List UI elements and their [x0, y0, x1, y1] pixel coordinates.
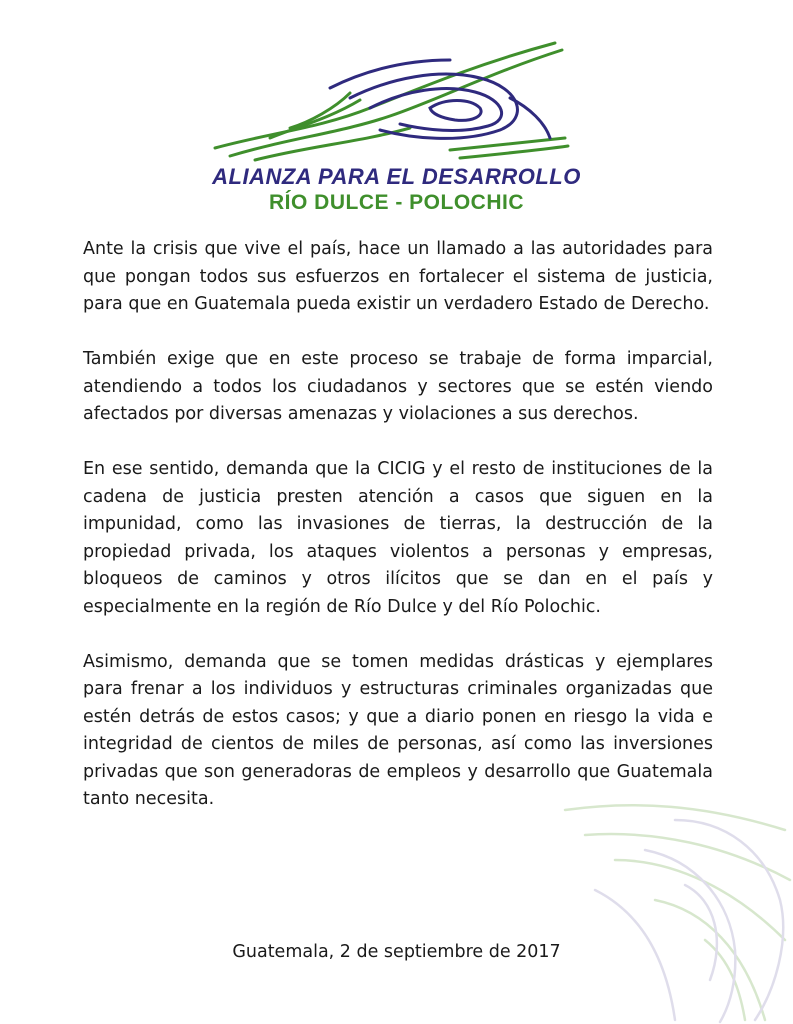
dateline: Guatemala, 2 de septiembre de 2017: [232, 942, 561, 962]
watermark-lines-icon: [555, 790, 793, 1024]
statement-paragraph-3: En ese sentido, demanda que la CICIG y el resto de instituciones de la cadena de justicia presten atención a casos que siguen en la impunidad, como las invasiones de tierras, la destrucción de la propiedad privada, los ataques violentos a personas y empresas, bloqueos de caminos y otros ilícitos que se dan en el país y especialmente en la región de Río Dulce y del Río Polochic.: [83, 459, 713, 617]
statement-paragraph-2: También exige que en este proceso se trabaje de forma imparcial, atendiendo a todos los ciudadanos y sectores que se estén viendo afectados por diversas amenazas y violaciones a sus derechos.: [83, 349, 713, 424]
organization-name-line1: ALIANZA PARA EL DESARROLLO: [212, 164, 581, 189]
organization-name-line2: RÍO DULCE - POLOCHIC: [269, 191, 524, 214]
alliance-logo-icon: [210, 38, 570, 163]
statement-paragraph-1: Ante la crisis que vive el país, hace un llamado a las autoridades para que pongan todos sus esfuerzos en fortalecer el sistema de justicia, para que en Guatemala pueda existir un verdadero Estado de Derecho.: [83, 239, 713, 314]
statement-body: [83, 236, 713, 814]
statement-paragraph-4: Asimismo, demanda que se tomen medidas drásticas y ejemplares para frenar a los individuos y estructuras criminales organizadas que estén detrás de estos casos; y que a diario ponen en riesgo la vida e integridad de cientos de miles de personas, así como las inversiones privadas que son generadoras de empleos y desarrollo que Guatemala tanto necesita.: [83, 651, 713, 809]
